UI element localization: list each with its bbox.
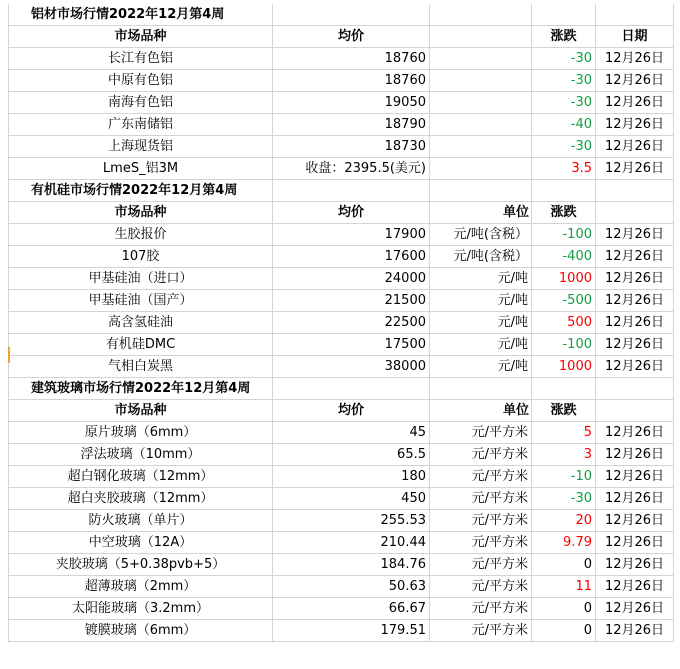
change-cell[interactable]: -30 <box>532 488 596 509</box>
date-cell[interactable]: 12月26日 <box>596 290 674 311</box>
date-cell[interactable]: 12月26日 <box>596 92 674 113</box>
table-row <box>8 224 674 246</box>
date-cell[interactable]: 12月26日 <box>596 576 674 597</box>
section-title-row <box>8 4 674 26</box>
date-cell[interactable]: 12月26日 <box>596 268 674 289</box>
date-cell[interactable]: 12月26日 <box>596 510 674 531</box>
unit-cell[interactable]: 元/平方米 <box>430 576 532 597</box>
price-cell[interactable]: 255.53 <box>273 510 430 531</box>
column-header[interactable] <box>596 400 674 421</box>
table-row <box>8 268 674 290</box>
product-name-cell[interactable]: 高含氢硅油 <box>8 312 273 333</box>
column-header[interactable] <box>596 202 674 223</box>
unit-cell[interactable]: 元/平方米 <box>430 510 532 531</box>
header-row <box>8 202 674 224</box>
unit-cell[interactable]: 元/吨 <box>430 290 532 311</box>
unit-cell[interactable]: 元/平方米 <box>430 488 532 509</box>
date-cell[interactable]: 12月26日 <box>596 422 674 443</box>
change-cell[interactable]: 3 <box>532 444 596 465</box>
price-cell[interactable]: 184.76 <box>273 554 430 575</box>
date-cell[interactable]: 12月26日 <box>596 114 674 135</box>
change-cell[interactable]: -10 <box>532 466 596 487</box>
product-name-cell[interactable]: 超白钢化玻璃（12mm） <box>8 466 273 487</box>
price-cell[interactable]: 38000 <box>273 356 430 377</box>
price-cell[interactable]: 19050 <box>273 92 430 113</box>
change-cell[interactable]: -100 <box>532 334 596 355</box>
row-selection-marker <box>8 347 10 363</box>
price-cell[interactable]: 180 <box>273 466 430 487</box>
empty-cell[interactable] <box>273 378 430 399</box>
price-cell[interactable]: 18760 <box>273 48 430 69</box>
header-row <box>8 26 674 48</box>
price-cell[interactable]: 17600 <box>273 246 430 267</box>
product-name-cell[interactable]: 长江有色铝 <box>8 48 273 69</box>
change-cell[interactable]: -30 <box>532 92 596 113</box>
price-cell[interactable]: 179.51 <box>273 620 430 641</box>
change-cell[interactable]: 1000 <box>532 356 596 377</box>
date-cell[interactable]: 12月26日 <box>596 136 674 157</box>
table-row <box>8 466 674 488</box>
product-name-cell[interactable]: 生胶报价 <box>8 224 273 245</box>
unit-cell[interactable]: 元/平方米 <box>430 444 532 465</box>
table-row <box>8 620 674 642</box>
price-cell[interactable]: 50.63 <box>273 576 430 597</box>
unit-cell[interactable]: 元/吨 <box>430 268 532 289</box>
date-cell[interactable]: 12月26日 <box>596 312 674 333</box>
unit-cell[interactable]: 元/平方米 <box>430 598 532 619</box>
product-name-cell[interactable]: 夹胶玻璃（5+0.38pvb+5） <box>8 554 273 575</box>
unit-cell[interactable] <box>430 136 532 157</box>
table-row <box>8 48 674 70</box>
unit-cell[interactable]: 元/吨 <box>430 312 532 333</box>
table-row <box>8 356 674 378</box>
table-row <box>8 246 674 268</box>
product-name-cell[interactable]: 南海有色铝 <box>8 92 273 113</box>
column-header[interactable]: 均价 <box>273 26 430 47</box>
price-cell[interactable]: 210.44 <box>273 532 430 553</box>
table-row <box>8 290 674 312</box>
date-cell[interactable]: 12月26日 <box>596 70 674 91</box>
change-cell[interactable]: 0 <box>532 598 596 619</box>
product-name-cell[interactable]: 有机硅DMC <box>8 334 273 355</box>
date-cell[interactable]: 12月26日 <box>596 532 674 553</box>
change-cell[interactable]: 0 <box>532 620 596 641</box>
product-name-cell[interactable]: 气相白炭黑 <box>8 356 273 377</box>
product-name-cell[interactable]: 防火玻璃（单片） <box>8 510 273 531</box>
table-row <box>8 510 674 532</box>
unit-cell[interactable]: 元/平方米 <box>430 466 532 487</box>
unit-cell[interactable]: 元/平方米 <box>430 554 532 575</box>
empty-cell[interactable] <box>273 4 430 25</box>
unit-cell[interactable] <box>430 92 532 113</box>
date-cell[interactable]: 12月26日 <box>596 620 674 641</box>
date-cell[interactable]: 12月26日 <box>596 158 674 179</box>
empty-cell[interactable] <box>430 378 532 399</box>
table-row <box>8 114 674 136</box>
price-cell[interactable]: 17500 <box>273 334 430 355</box>
column-header[interactable]: 均价 <box>273 400 430 421</box>
product-name-cell[interactable]: LmeS_铝3M <box>8 158 273 179</box>
unit-cell[interactable] <box>430 48 532 69</box>
change-cell[interactable]: 9.79 <box>532 532 596 553</box>
table-row <box>8 554 674 576</box>
change-cell[interactable]: 0 <box>532 554 596 575</box>
date-cell[interactable]: 12月26日 <box>596 246 674 267</box>
column-header[interactable]: 涨跌 <box>532 202 596 223</box>
column-header[interactable]: 涨跌 <box>532 26 596 47</box>
price-cell[interactable]: 65.5 <box>273 444 430 465</box>
date-cell[interactable]: 12月26日 <box>596 488 674 509</box>
product-name-cell[interactable]: 甲基硅油（进口） <box>8 268 273 289</box>
section-title-row <box>8 180 674 202</box>
table-row <box>8 136 674 158</box>
date-cell[interactable]: 12月26日 <box>596 598 674 619</box>
date-cell[interactable]: 12月26日 <box>596 48 674 69</box>
change-cell[interactable]: 11 <box>532 576 596 597</box>
table-row <box>8 444 674 466</box>
price-cell[interactable]: 66.67 <box>273 598 430 619</box>
change-cell[interactable]: 20 <box>532 510 596 531</box>
column-header[interactable]: 均价 <box>273 202 430 223</box>
change-cell[interactable]: -30 <box>532 48 596 69</box>
unit-cell[interactable]: 元/平方米 <box>430 620 532 641</box>
empty-cell[interactable] <box>596 180 674 201</box>
price-cell[interactable]: 22500 <box>273 312 430 333</box>
price-cell[interactable]: 18730 <box>273 136 430 157</box>
change-cell[interactable]: 3.5 <box>532 158 596 179</box>
table-row <box>8 576 674 598</box>
table-row <box>8 598 674 620</box>
change-cell[interactable]: -30 <box>532 136 596 157</box>
empty-cell[interactable] <box>532 378 596 399</box>
column-header[interactable] <box>430 26 532 47</box>
price-cell[interactable]: 收盘：2395.5(美元) <box>273 158 430 179</box>
change-cell[interactable]: -500 <box>532 290 596 311</box>
product-name-cell[interactable]: 107胶 <box>8 246 273 267</box>
unit-cell[interactable]: 元/吨(含税） <box>430 246 532 267</box>
table-row <box>8 92 674 114</box>
unit-cell[interactable] <box>430 114 532 135</box>
product-name-cell[interactable]: 甲基硅油（国产） <box>8 290 273 311</box>
column-header[interactable]: 涨跌 <box>532 400 596 421</box>
column-header[interactable]: 市场品种 <box>8 202 273 223</box>
change-cell[interactable]: -40 <box>532 114 596 135</box>
product-name-cell[interactable]: 浮法玻璃（10mm） <box>8 444 273 465</box>
empty-cell[interactable] <box>430 180 532 201</box>
unit-cell[interactable]: 元/吨 <box>430 334 532 355</box>
price-cell[interactable]: 24000 <box>273 268 430 289</box>
column-header[interactable]: 日期 <box>596 26 674 47</box>
unit-cell[interactable]: 元/平方米 <box>430 532 532 553</box>
change-cell[interactable]: -30 <box>532 70 596 91</box>
change-cell[interactable]: 500 <box>532 312 596 333</box>
unit-cell[interactable] <box>430 158 532 179</box>
price-cell[interactable]: 18760 <box>273 70 430 91</box>
product-name-cell[interactable]: 中空玻璃（12A） <box>8 532 273 553</box>
date-cell[interactable]: 12月26日 <box>596 356 674 377</box>
table-row <box>8 334 674 356</box>
table-row <box>8 532 674 554</box>
product-name-cell[interactable]: 中原有色铝 <box>8 70 273 91</box>
change-cell[interactable]: 1000 <box>532 268 596 289</box>
product-name-cell[interactable]: 超薄玻璃（2mm） <box>8 576 273 597</box>
unit-cell[interactable]: 元/吨(含税） <box>430 224 532 245</box>
price-cell[interactable]: 21500 <box>273 290 430 311</box>
header-row <box>8 400 674 422</box>
date-cell[interactable]: 12月26日 <box>596 224 674 245</box>
table-row <box>8 312 674 334</box>
unit-cell[interactable] <box>430 70 532 91</box>
table-row <box>8 158 674 180</box>
table-row <box>8 70 674 92</box>
date-cell[interactable]: 12月26日 <box>596 554 674 575</box>
product-name-cell[interactable]: 太阳能玻璃（3.2mm） <box>8 598 273 619</box>
product-name-cell[interactable]: 原片玻璃（6mm） <box>8 422 273 443</box>
table-row <box>8 488 674 510</box>
section-title[interactable]: 建筑玻璃市场行情2022年12月第4周 <box>8 378 273 399</box>
change-cell[interactable]: 5 <box>532 422 596 443</box>
product-name-cell[interactable]: 广东南储铝 <box>8 114 273 135</box>
price-cell[interactable]: 45 <box>273 422 430 443</box>
section-title[interactable]: 铝材市场行情2022年12月第4周 <box>8 4 273 25</box>
section-title[interactable]: 有机硅市场行情2022年12月第4周 <box>8 180 273 201</box>
price-cell[interactable]: 450 <box>273 488 430 509</box>
empty-cell[interactable] <box>273 180 430 201</box>
price-cell[interactable]: 18790 <box>273 114 430 135</box>
date-cell[interactable]: 12月26日 <box>596 334 674 355</box>
column-header[interactable]: 单位 <box>430 202 532 223</box>
column-header[interactable]: 市场品种 <box>8 400 273 421</box>
product-name-cell[interactable]: 上海现货铝 <box>8 136 273 157</box>
empty-cell[interactable] <box>430 4 532 25</box>
change-cell[interactable]: -100 <box>532 224 596 245</box>
date-cell[interactable]: 12月26日 <box>596 466 674 487</box>
spreadsheet-grid <box>8 4 674 642</box>
empty-cell[interactable] <box>532 180 596 201</box>
unit-cell[interactable]: 元/吨 <box>430 356 532 377</box>
empty-cell[interactable] <box>532 4 596 25</box>
column-header[interactable]: 市场品种 <box>8 26 273 47</box>
product-name-cell[interactable]: 镀膜玻璃（6mm） <box>8 620 273 641</box>
section-title-row <box>8 378 674 400</box>
table-row <box>8 422 674 444</box>
date-cell[interactable]: 12月26日 <box>596 444 674 465</box>
column-header[interactable]: 单位 <box>430 400 532 421</box>
price-cell[interactable]: 17900 <box>273 224 430 245</box>
empty-cell[interactable] <box>596 378 674 399</box>
product-name-cell[interactable]: 超白夹胶玻璃（12mm） <box>8 488 273 509</box>
unit-cell[interactable]: 元/平方米 <box>430 422 532 443</box>
change-cell[interactable]: -400 <box>532 246 596 267</box>
empty-cell[interactable] <box>596 4 674 25</box>
